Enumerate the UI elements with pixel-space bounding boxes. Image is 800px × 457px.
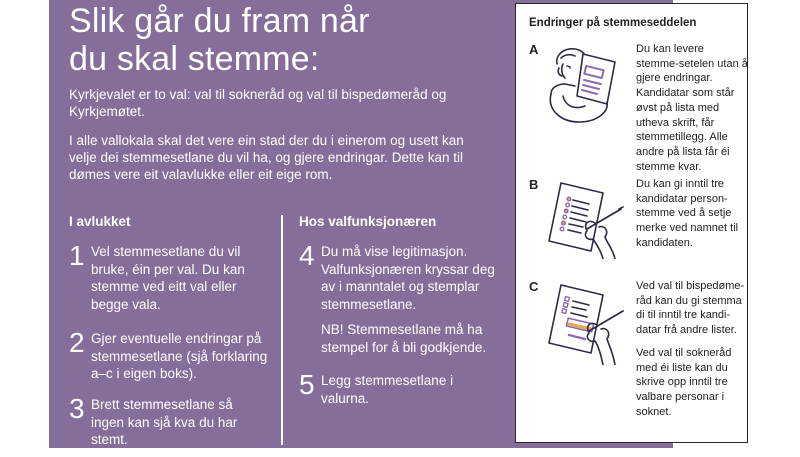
change-item-b	[529, 177, 744, 277]
step-text: Gjer eventuelle endringar på stemmesetlane (sjå forklaring a–c i eigen boks).	[91, 331, 268, 381]
step-5	[299, 369, 489, 415]
item-description: Du kan gi inntil tre kandidatar person-stemme ved å setje merke ved namnet til kandidaten.	[636, 178, 739, 249]
person-reading-ballot-icon	[543, 44, 625, 129]
item-letter: A	[529, 42, 539, 57]
step-3	[69, 393, 259, 457]
step-number: 1	[69, 240, 85, 271]
item-description-extra: Ved val til sokneråd med éi liste kan du skrive opp inntil tre valbare personar i soknet.	[636, 346, 732, 418]
item-description: Du kan levere stemme-setelen utan å gjere endringar. Kandidatar som står øvst på lista med utheva skrift, får stemmetillegg. Alle andre på lista får éi stemme kvar.	[636, 43, 748, 173]
box-title: Endringer på stemmeseddelen	[529, 17, 697, 29]
page-title	[69, 2, 370, 78]
hand-marking-ballot-icon	[543, 179, 625, 264]
step-note: NB! Stemmesetlane må ha stempel for å bli godkjende.	[321, 322, 487, 355]
step-number: 3	[69, 393, 85, 424]
step-text: Legg stemmesetlane i valurna.	[321, 373, 454, 406]
step-text: Brett stemmesetlane så ingen kan sjå kva du har stemt.	[91, 397, 238, 447]
item-letter: B	[529, 177, 539, 192]
title-line-2: du skal stemme:	[69, 40, 320, 78]
item-description: Ved val til bispedøme-råd kan du gi stemma di til inntil tre kandi-datar frå andre lister.	[636, 280, 745, 337]
step-2	[69, 327, 274, 391]
column-heading-i-avlukket: I avlukket	[69, 214, 131, 229]
hand-writing-ballot-icon	[543, 281, 625, 370]
change-item-a	[529, 42, 748, 173]
ballot-changes-box	[515, 3, 748, 443]
step-text: Vel stemmesetlane du vil bruke, éin per val. Du kan stemme ved eitt val eller begge vala.	[91, 244, 245, 312]
step-text: Du må vise legitimasjon. Valfunksjonæren kryssar deg av i manntalet og stemplar stemmesetlane.	[321, 244, 495, 312]
item-letter: C	[529, 279, 539, 294]
step-number: 4	[299, 240, 315, 271]
step-number: 2	[69, 327, 85, 358]
intro-paragraph-2: I alle vallokala skal det vere ein stad der du i einerom og usett kan velje dei stemmesetlane du vil ha, og gjere endringar. Dette kan til dømes vere eit valavlukke eller eit eige rom.	[69, 133, 464, 182]
step-1	[69, 240, 269, 321]
column-divider	[281, 215, 283, 445]
intro-paragraph-1: Kyrkjevalet er to val: val til sokneråd og val til bispedømeråd og Kyrkjemøtet.	[69, 87, 447, 119]
title-line-1: Slik går du fram når	[69, 2, 370, 40]
column-heading-hos-valfunksjonaeren: Hos valfunksjonæren	[299, 214, 437, 229]
step-number: 5	[299, 369, 315, 400]
step-4	[299, 240, 509, 364]
change-item-c	[529, 279, 744, 439]
